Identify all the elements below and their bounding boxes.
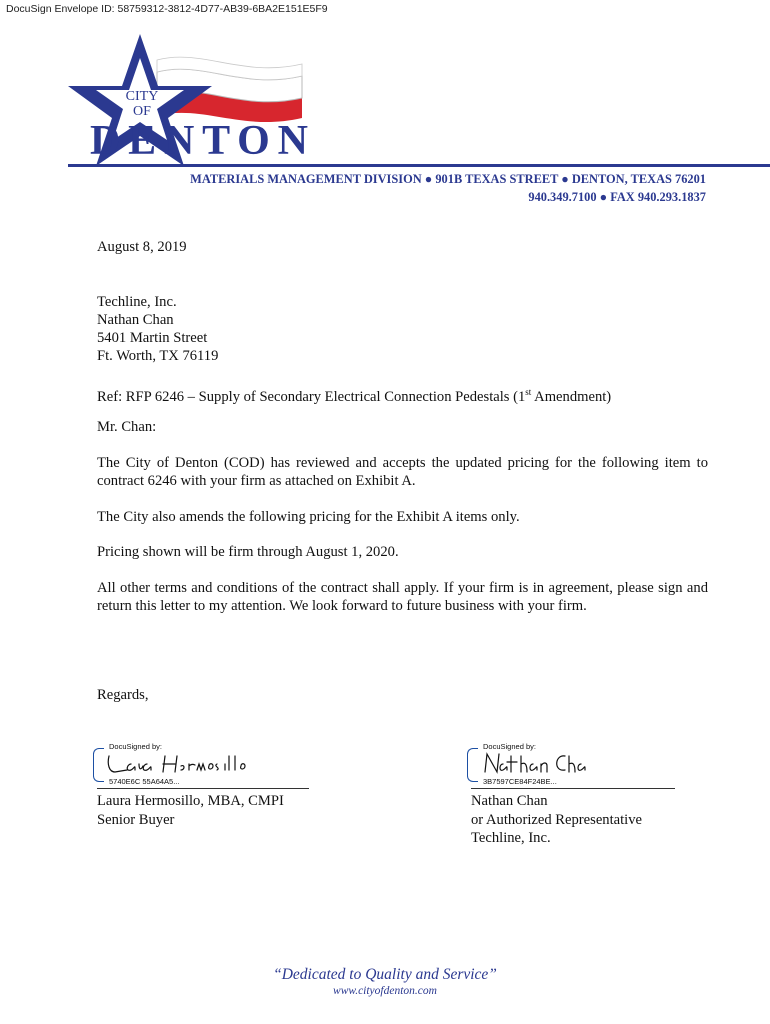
signature-line-right [471, 788, 675, 789]
signer-right-name: Nathan Chan [471, 793, 548, 809]
recipient-street: 5401 Martin Street [97, 330, 208, 346]
docusigned-label: DocuSigned by: [109, 742, 162, 751]
paragraph-4: All other terms and conditions of the contract shall apply. If your firm is in agreement, please sign and return this letter to my attention. We look forward to future business with your firm. [97, 580, 708, 615]
logo-denton-text: DENTON [90, 118, 308, 164]
closing: Regards, [97, 687, 149, 703]
reference-prefix: Ref: RFP 6246 – Supply of Secondary Electrical Connection Pedestals (1 [97, 389, 526, 405]
recipient-name: Nathan Chan [97, 312, 174, 328]
docusign-bracket [467, 748, 478, 782]
signer-right-company: Techline, Inc. [471, 830, 551, 846]
docusign-envelope-id: DocuSign Envelope ID: 58759312-3812-4D77-AB39-6BA2E151E5F9 [6, 3, 328, 15]
letterhead-address: MATERIALS MANAGEMENT DIVISION ● 901B TEXAS STREET ● DENTON, TEXAS 76201 [190, 172, 706, 186]
signer-left-name: Laura Hermosillo, MBA, CMPI [97, 793, 284, 809]
signer-left-title: Senior Buyer [97, 812, 175, 828]
letterhead-phone: 940.349.7100 ● FAX 940.293.1837 [528, 190, 706, 204]
signer-id: 3B7597CE84F24BE... [483, 777, 557, 786]
letterhead-rule [68, 164, 770, 167]
recipient-city: Ft. Worth, TX 76119 [97, 348, 219, 364]
signature-line-left [97, 788, 309, 789]
docusign-bracket [93, 748, 104, 782]
city-of-denton-logo [62, 32, 312, 164]
paragraph-1: The City of Denton (COD) has reviewed and accepts the updated pricing for the following item to contract 6246 with your firm as attached on Exhibit A. [97, 455, 708, 490]
docusign-block-left [93, 742, 313, 786]
paragraph-3: Pricing shown will be firm through August 1, 2020. [97, 544, 399, 560]
recipient-company: Techline, Inc. [97, 294, 177, 310]
footer-url[interactable]: www.cityofdenton.com [333, 985, 437, 997]
docusigned-label: DocuSigned by: [483, 742, 536, 751]
signature-nathan [481, 750, 591, 778]
docusign-block-right [467, 742, 677, 786]
reference-sup: st [525, 387, 532, 397]
paragraph-2: The City also amends the following pricing for the Exhibit A items only. [97, 509, 520, 525]
letter-date: August 8, 2019 [97, 239, 187, 255]
footer-slogan: “Dedicated to Quality and Service” [273, 966, 497, 983]
signature-laura [105, 752, 255, 778]
signer-id: 5740E6C 55A64A5... [109, 777, 180, 786]
salutation: Mr. Chan: [97, 419, 157, 435]
reference-line [97, 383, 611, 406]
signer-right-title: or Authorized Representative [471, 812, 643, 828]
logo-city-text: CITY [125, 89, 159, 104]
reference-suffix: Amendment) [531, 389, 612, 405]
logo-of-text: OF [133, 104, 151, 119]
